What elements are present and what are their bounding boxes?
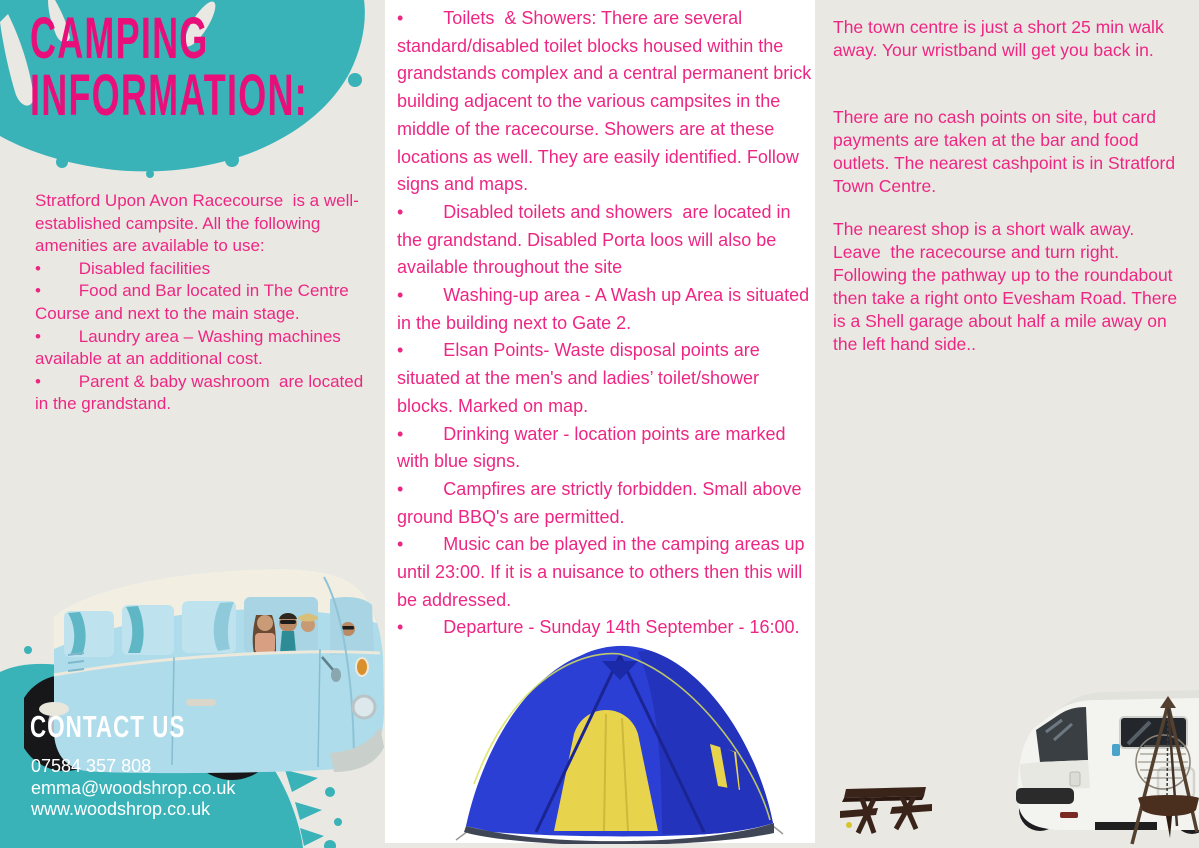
amenity-bullet: • Parent & baby washroom are located in the grandstand. (35, 371, 364, 414)
contact-heading (30, 711, 246, 743)
directions-block (833, 16, 1187, 376)
facility-bullet: • Washing-up area - A Wash up Area is situated in the building next to Gate 2. (397, 285, 810, 333)
nearest-shop-paragraph: The nearest shop is a short walk away. Leave the racecourse and turn right. Following the pathway up to the roundabout then take a right onto Evesham Road. There is a Shell garage about half a mile away on the left hand side.. (833, 219, 1178, 354)
contact-details (31, 756, 235, 821)
cash-points-paragraph: There are no cash points on site, but card payments are taken at the bar and food outlets. The nearest cashpoint is in Stratford Town Centre. (833, 107, 1176, 196)
contact-website: www.woodshrop.co.uk (31, 799, 211, 819)
van-indicator-light (356, 658, 368, 676)
contact-email: emma@woodshrop.co.uk (31, 777, 236, 798)
facility-bullet: • Disabled toilets and showers are located in the grandstand. Disabled Porta loos will also be available throughout the site (397, 201, 791, 278)
campsite-intro: Stratford Upon Avon Racecourse is a well-established campsite. All the following amenities are available to use: (35, 191, 359, 256)
page-title-line2: INFORMATION: (30, 63, 308, 128)
contact-heading-text: CONTACT US (30, 709, 186, 744)
tent-image (452, 634, 786, 844)
page-title (30, 6, 478, 128)
amenity-bullet: • Disabled facilities (35, 258, 211, 278)
yellow-flower (846, 822, 852, 828)
facility-bullet: • Departure - Sunday 14th September - 16:00. (397, 617, 800, 638)
contact-phone: 07584 357 808 (31, 756, 152, 776)
page-title-line1: CAMPING (30, 6, 209, 71)
facility-bullet: • Campfires are strictly forbidden. Small above ground BBQ's are permitted. (397, 478, 802, 527)
van-door-handle (186, 699, 216, 706)
campsite-intro-block (35, 190, 371, 416)
picnic-table-image (840, 775, 932, 845)
van-headlight (353, 696, 375, 718)
facility-bullet: • Toilets & Showers: There are several standard/disabled toilet blocks housed within the grandstands complex and a central permanent brick building adjacent to the various campsites in the middle of the racecourse. Showers are at these locations as well. They are easily identified. Follow signs and maps. (397, 8, 812, 195)
motorhome-bumper (1016, 788, 1074, 804)
facility-bullet: • Music can be played in the camping areas up until 23:00. If it is a nuisance to others then this will be addressed. (397, 534, 805, 610)
facility-bullet: • Drinking water - location points are marked with blue signs. (397, 423, 786, 472)
facility-bullet: • Elsan Points- Waste disposal points are situated at the men's and ladies’ toilet/shower blocks. Marked on map. (397, 340, 760, 416)
motorhome-image (1000, 684, 1199, 848)
town-centre-paragraph: The town centre is just a short 25 min walk away. Your wristband will get you back in. (833, 17, 1164, 60)
amenity-bullet: • Laundry area – Washing machines available at an additional cost. (35, 326, 341, 369)
amenity-bullet: • Food and Bar located in The Centre Course and next to the main stage. (35, 281, 349, 323)
